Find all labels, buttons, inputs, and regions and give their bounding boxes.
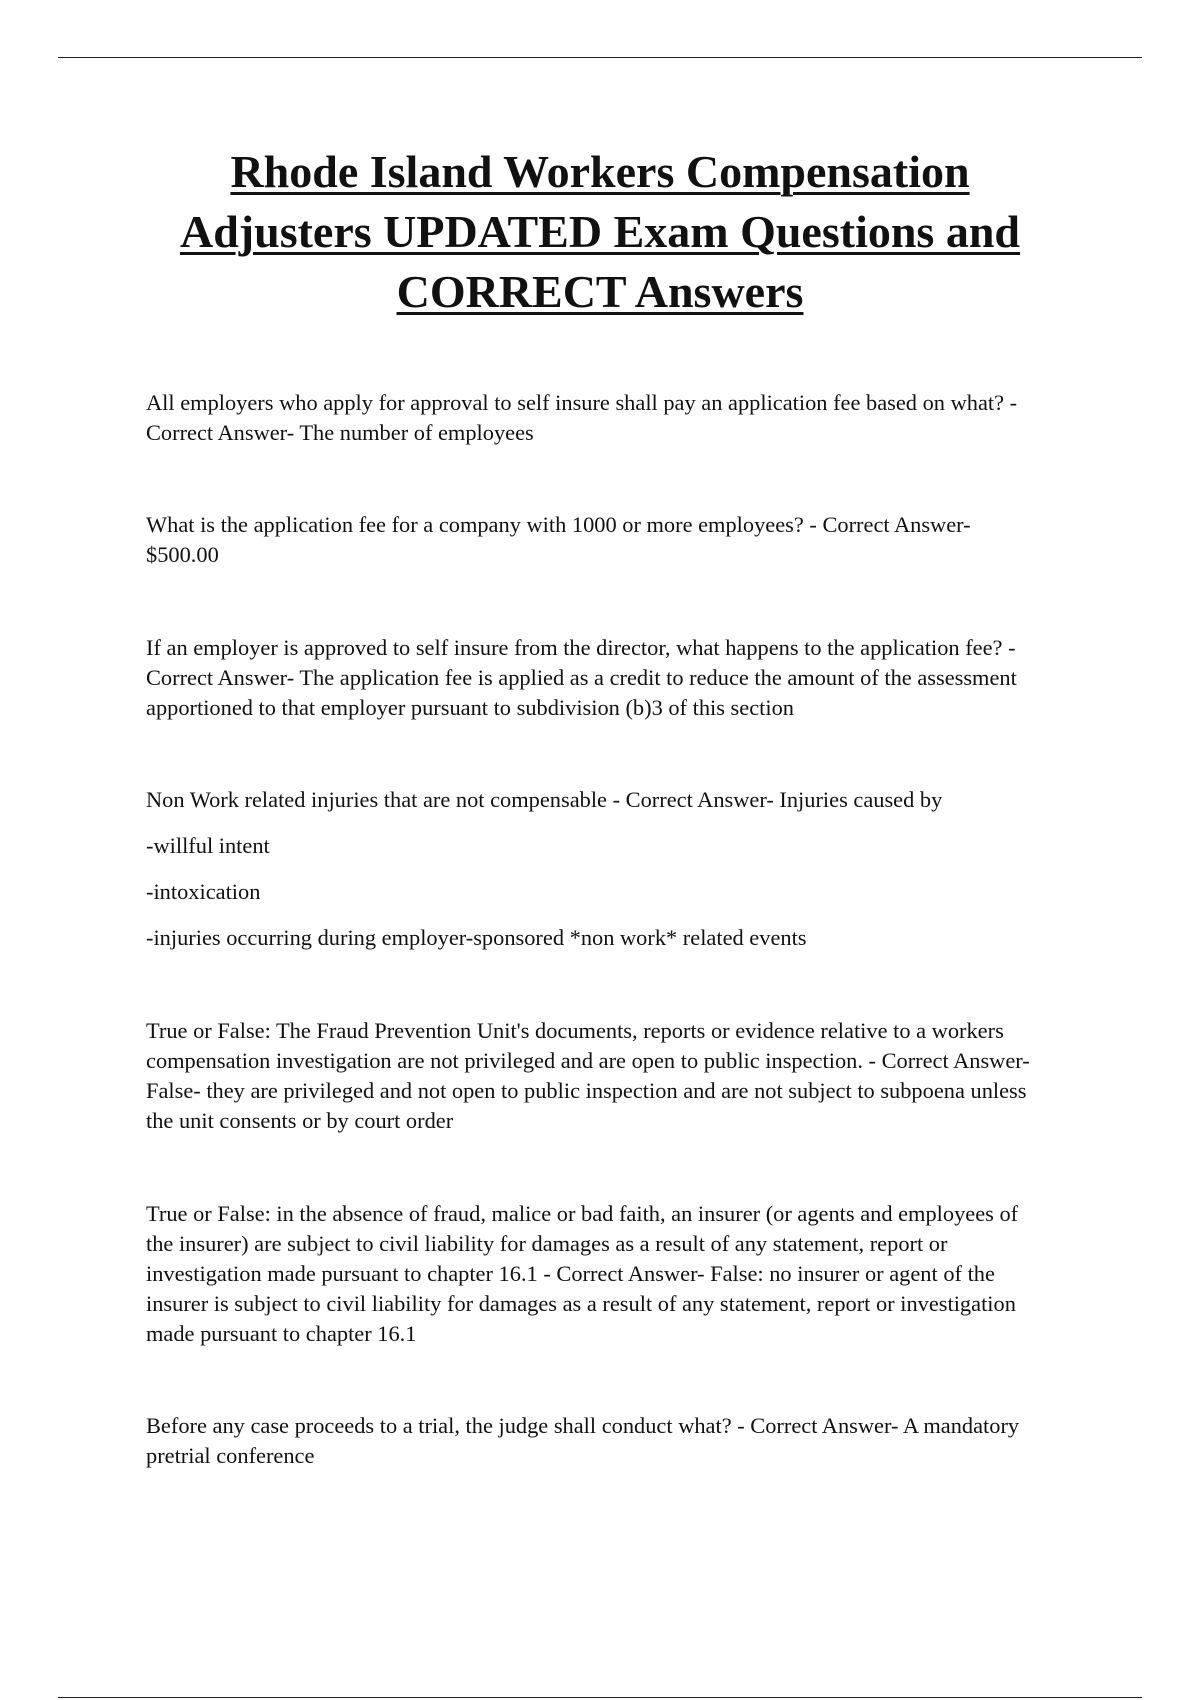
qa-item	[146, 1016, 1046, 1136]
title-line: CORRECT Answers	[396, 266, 804, 317]
qa-item	[146, 633, 1046, 723]
title-line: Rhode Island Workers Compensation	[230, 146, 970, 197]
bottom-rule	[58, 1697, 1142, 1698]
qa-item	[146, 510, 1046, 570]
qa-item	[146, 1199, 1046, 1349]
qa-item	[146, 785, 1046, 953]
document-title	[100, 142, 1100, 322]
qa-sub-item: -intoxication	[146, 879, 261, 904]
qa-text: True or False: The Fraud Prevention Unit's documents, reports or evidence relative to a workers compensation investigation are not privileged and are open to public inspection. - Correct Answer- False- they are privileged and not open to public inspection and are not subject to subpoena unless the unit consents or by court order	[146, 1018, 1030, 1133]
qa-text: What is the application fee for a company with 1000 or more employees? - Correct Answer- $500.00	[146, 512, 971, 567]
qa-text: True or False: in the absence of fraud, malice or bad faith, an insurer (or agents and employees of the insurer) are subject to civil liability for damages as a result of any statement, report or investigation made pursuant to chapter 16.1 - Correct Answer- False: no insurer or agent of the insurer is subject to civil liability for damages as a result of any statement, report or investigation made pursuant to chapter 16.1	[146, 1201, 1019, 1346]
qa-text: If an employer is approved to self insure from the director, what happens to the application fee? - Correct Answer- The application fee is applied as a credit to reduce the amount of the assessment apportioned to that employer pursuant to subdivision (b)3 of this section	[146, 635, 1017, 720]
qa-item	[146, 388, 1046, 448]
qa-text: All employers who apply for approval to self insure shall pay an application fee based on what? - Correct Answer- The number of employees	[146, 390, 1018, 445]
qa-sub-item: -injuries occurring during employer-sponsored *non work* related events	[146, 925, 807, 950]
qa-item	[146, 1411, 1046, 1471]
qa-text: Non Work related injuries that are not compensable - Correct Answer- Injuries caused by	[146, 787, 943, 812]
qa-sub-item: -willful intent	[146, 833, 270, 858]
qa-text: Before any case proceeds to a trial, the judge shall conduct what? - Correct Answer- A mandatory pretrial conference	[146, 1413, 1020, 1468]
title-line: Adjusters UPDATED Exam Questions and	[179, 206, 1021, 257]
top-rule	[58, 57, 1142, 58]
